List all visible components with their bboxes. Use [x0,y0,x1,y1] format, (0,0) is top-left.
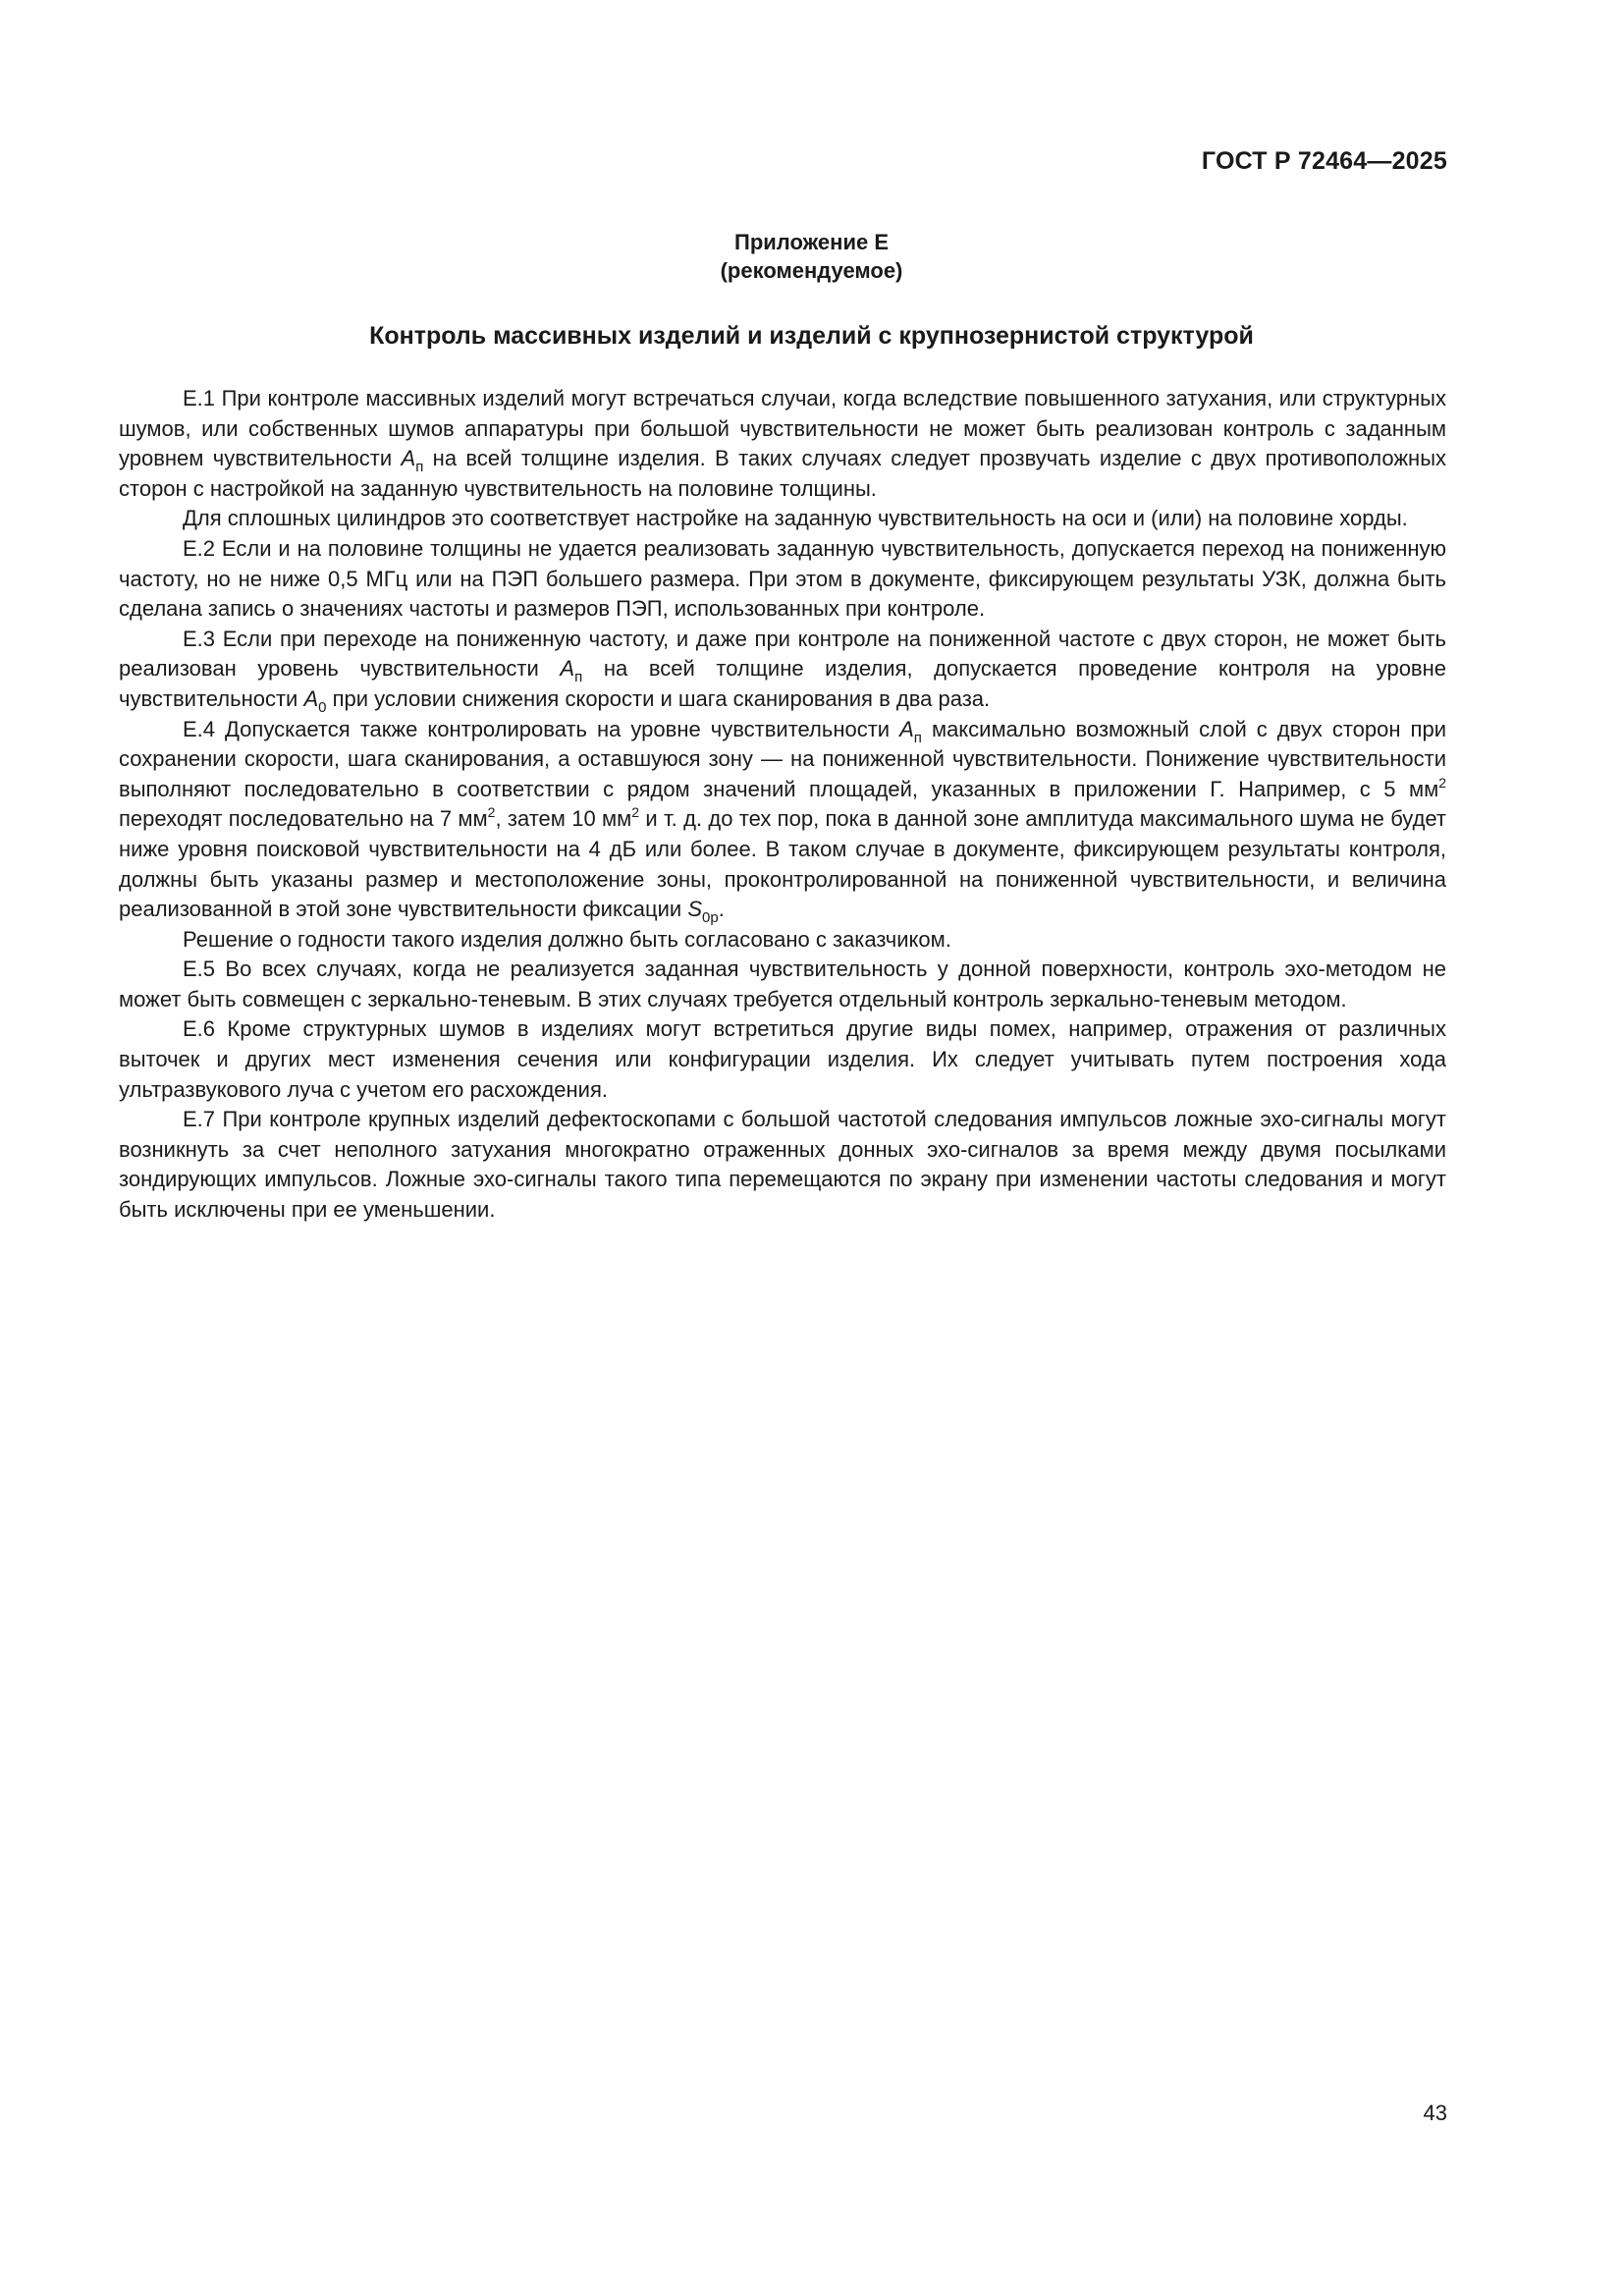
paragraph-e4: Е.4 Допускается также контролировать на уровне чувствительности $A_п$ максимально возможный слой с двух сторон при сохранении скорости, шага сканирования, а оставшуюся зону — на пониженной чувствительности. Понижение чувствительности выполняют последовательно в соответствии с рядом значений площадей, указанных в приложении Г. Например, с 5 $мм^2$ переходят последовательно на 7 $мм^2$, затем 10 $мм^2$ и т. д. до тех пор, пока в данной зоне амплитуда максимального шума не будет ниже уровня поисковой чувствительности на 4 дБ или более. В таком случае в документе, фиксирующем результаты контроля, должны быть указаны размер и местоположение зоны, проконтролированной на пониженной чувствительности, и величина реализованной в этой зоне чувствительности фиксации $S_{0р}$. [119,716,1446,927]
appendix-heading [0,228,1623,285]
appendix-title: Приложение Е [734,230,889,254]
paragraph-e6: Е.6 Кроме структурных шумов в изделиях могут встретиться другие виды помех, например, отражения от различных выточек и других мест изменения сечения или конфигурации изделия. Их следует учитывать путем построения хода ультразвукового луча с учетом его расхождения. [119,1016,1446,1102]
paragraph-e1: Е.1 При контроле массивных изделий могут встречаться случаи, когда вследствие повышенного затухания, или структурных шумов, или собственных шумов аппаратуры при большой чувствительности не может быть реализован контроль с заданным уровнем чувствительности $A_п$ на всей толщине изделия. В таких случаях следует прозвучать изделие с двух противоположных сторон с настройкой на заданную чувствительность на половине толщины. [119,386,1447,501]
document-id-header: ГОСТ Р 72464—2025 [1201,147,1447,175]
page-number: 43 [1423,2101,1447,2125]
section-title: Контроль массивных изделий и изделий с крупнозернистой структурой [369,322,1254,350]
paragraph-e7: Е.7 При контроле крупных изделий дефектоскопами с большой частотой следования импульсов ложные эхо-сигналы могут возникнуть за счет неполного затухания многократно отраженных донных эхо-сигналов за время между двумя посылками зондирующих импульсов. Ложные эхо-сигналы такого типа перемещаются по экрану при изменении частоты следования и могут быть исключены при ее уменьшении. [119,1107,1446,1223]
paragraph-decision: Решение о годности такого изделия должно быть согласовано с заказчиком. [183,926,951,952]
paragraph-e3: Е.3 Если при переходе на пониженную частоту, и даже при контроле на пониженной частоте с двух сторон, не может быть реализован уровень чувствительности $A_п$ на всей толщине изделия, допускается проведение контроля на уровне чувствительности $A_0$ при условии снижения скорости и шага сканирования в два раза. [119,626,1447,716]
paragraph-e5: Е.5 Во всех случаях, когда не реализуется заданная чувствительность у донной поверхности, контроль эхо-методом не может быть совмещен с зеркально-теневым. В этих случаях требуется отдельный контроль зеркально-теневым методом. [119,957,1446,1011]
paragraph-cylinders: Для сплошных цилиндров это соответствует настройке на заданную чувствительность на оси и (или) на половине хорды. [183,506,1408,531]
appendix-status: (рекомендуемое) [720,258,903,283]
paragraph-e2: Е.2 Если и на половине толщины не удается реализовать заданную чувствительность, допускается переход на пониженную частоту, но не ниже 0,5 МГц или на ПЭП большего размера. При этом в документе, фиксирующем результаты УЗК, должна быть сделана запись о значениях частоты и размеров ПЭП, использованных при контроле. [119,535,1446,622]
body-text [119,384,1446,1226]
